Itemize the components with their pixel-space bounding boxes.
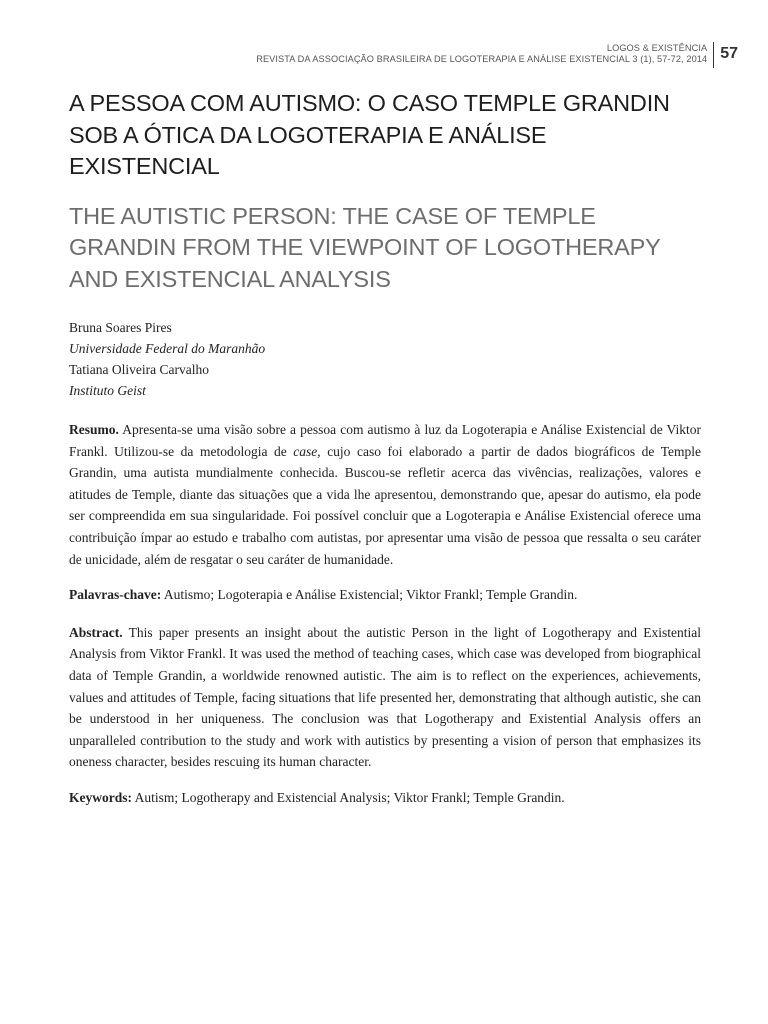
keywords-text: Autism; Logotherapy and Existencial Analysis; Viktor Frankl; Temple Grandin. <box>132 789 565 805</box>
author-list <box>69 317 701 401</box>
header-divider <box>713 42 714 68</box>
resumo-paragraph <box>69 419 701 570</box>
keywords-paragraph <box>69 787 701 809</box>
palavras-chave-text: Autismo; Logoterapia e Análise Existencial; Viktor Frankl; Temple Grandin. <box>161 587 578 603</box>
resumo-label: Resumo. <box>69 422 119 437</box>
article-body <box>69 88 701 809</box>
journal-name: LOGOS & EXISTÊNCIA <box>606 43 708 53</box>
journal-citation: REVISTA DA ASSOCIAÇÃO BRASILEIRA DE LOGOTERAPIA E ANÁLISE EXISTENCIAL 3 (1), 57-72, 2014 <box>256 54 708 64</box>
abstract-text: This paper presents an insight about the autistic Person in the light of Logotherapy and Existential Analysis from Viktor Frankl. It was used the method of teaching cases, which case was developed from biographical data of Temple Grandin, a worldwide renowned autistic. The aim is to reflect on the experiences, achievements, values and attitudes of Temple, facing situations that life presented her, demonstrating that although autistic, she can be understood in her uniqueness. The conclusion was that Logotherapy and Existential Analysis offers an unparalleled contribution to the study and work with autistics by presenting a vision of person that emphasizes its oneness character, besides rescuing its human character. <box>69 624 701 770</box>
author-name: Bruna Soares Pires <box>69 320 172 335</box>
author-affiliation: Instituto Geist <box>69 383 146 398</box>
running-header <box>256 42 738 68</box>
author-affiliation: Universidade Federal do Maranhão <box>69 341 266 356</box>
resumo-text-continued: , cujo caso foi elaborado a partir de dados biográficos de Temple Grandin, uma autista mundialmente conhecida. Buscou-se refletir acerca das vivências, realizações, valores e atitudes de Temple, diante das situações que a vida lhe apresentou, demonstrando que, apesar do autismo, ela pode ser compreendida em sua singularidade. Foi possível concluir que a Logoterapia e Análise Existencial oferece uma contribuição ímpar ao estudo e trabalho com autistas, por apresentar uma visão de pessoa que ressalta o seu caráter de unicidade, além de resgatar o seu caráter de humanidade. <box>69 443 702 567</box>
header-text-block <box>256 42 707 65</box>
resumo-text: Apresenta-se uma visão sobre a pessoa com autismo à luz da Logoterapia e Análise Existencial de Viktor Frankl. Utilizou-se da metodologia de <box>69 422 701 459</box>
keywords-label: Keywords: <box>69 789 132 805</box>
author-name: Tatiana Oliveira Carvalho <box>69 362 209 377</box>
palavras-chave-label: Palavras-chave: <box>69 587 162 603</box>
abstract-label: Abstract. <box>69 624 123 640</box>
abstract-paragraph <box>69 622 701 773</box>
resumo-case-term: case <box>293 443 318 459</box>
page-number: 57 <box>720 45 738 62</box>
title-portuguese: A PESSOA COM AUTISMO: O CASO TEMPLE GRANDIN SOB A ÓTICA DA LOGOTERAPIA E ANÁLISE EXISTENCIAL <box>69 90 670 179</box>
title-english: THE AUTISTIC PERSON: THE CASE OF TEMPLE GRANDIN FROM THE VIEWPOINT OF LOGOTHERAPY AND EXISTENCIAL ANALYSIS <box>69 202 661 292</box>
palavras-chave-paragraph <box>69 584 701 606</box>
